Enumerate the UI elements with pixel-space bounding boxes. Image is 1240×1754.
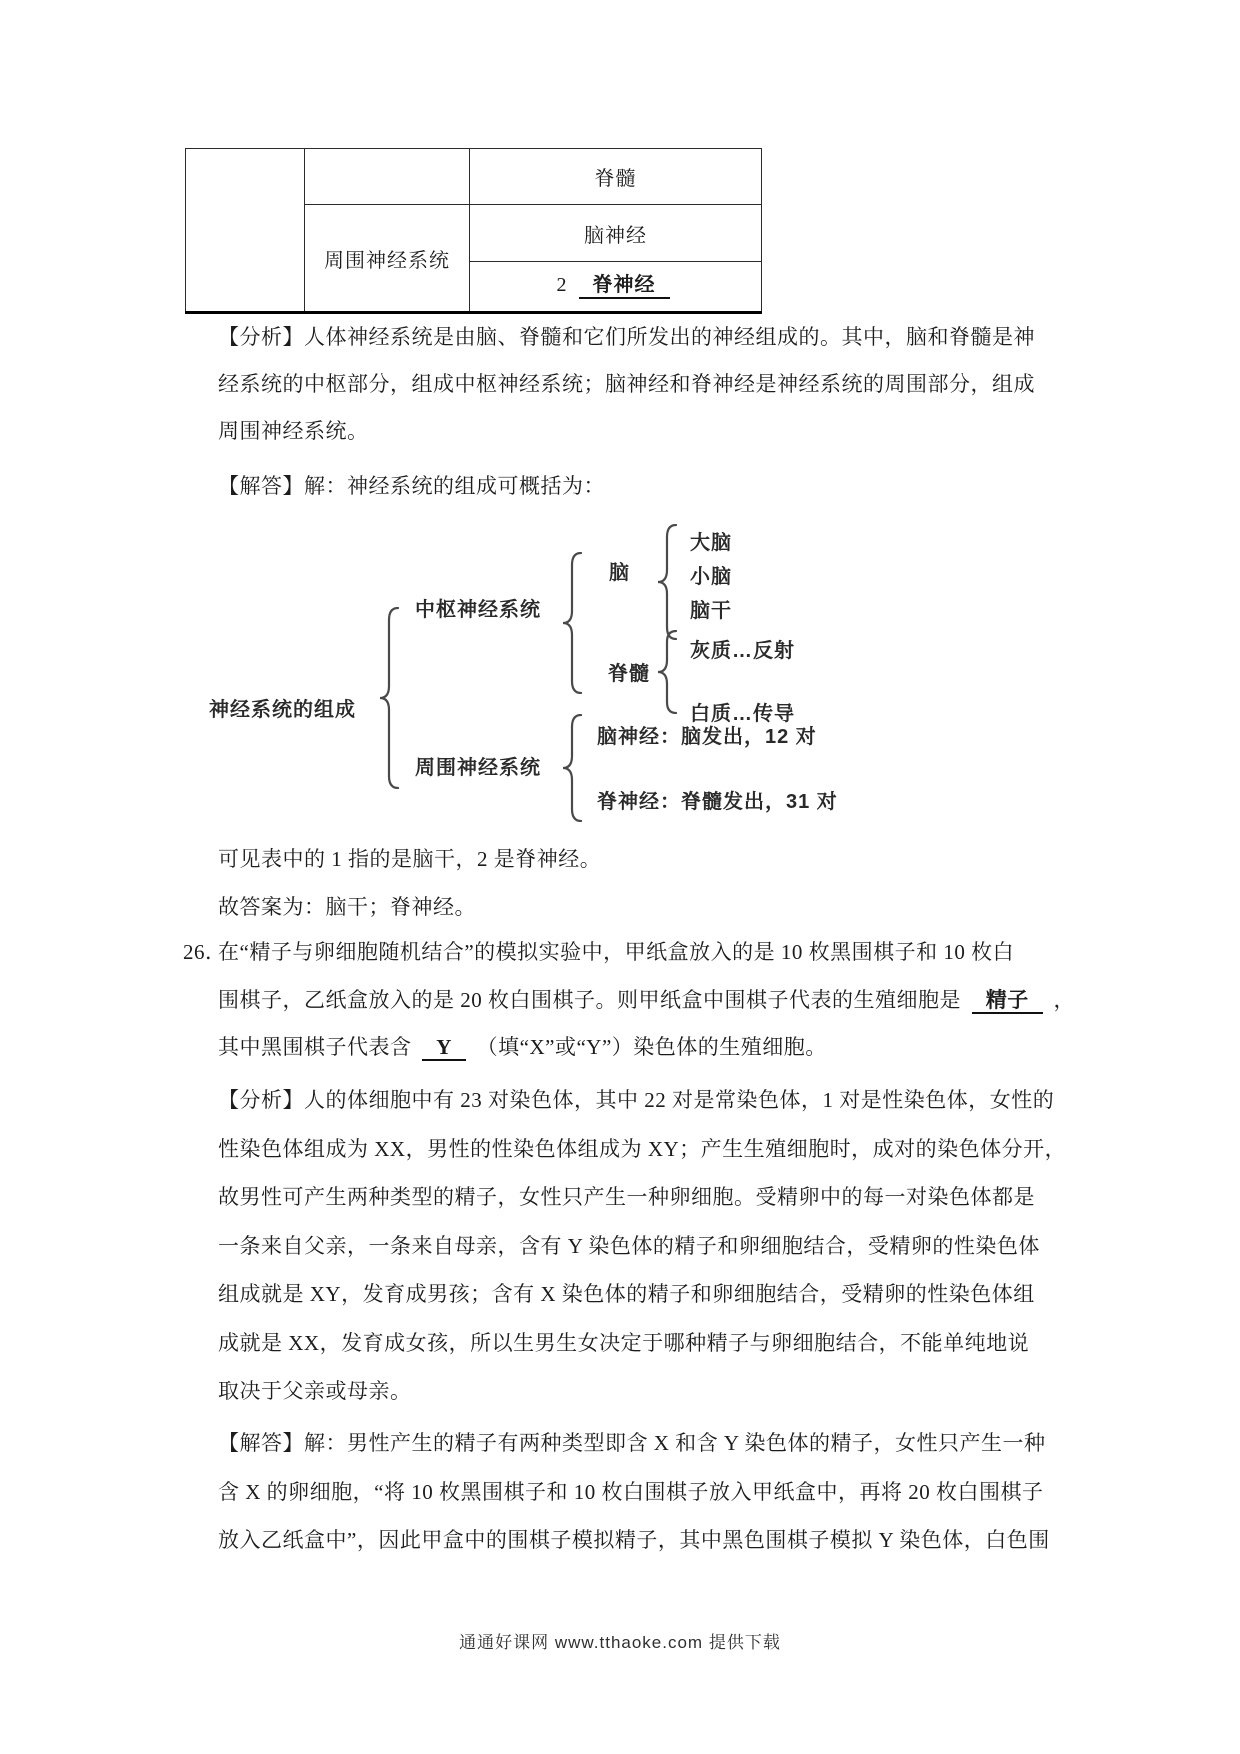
analysis-line: 成就是 XX，发育成女孩，所以生男生女决定于哪种精子与卵细胞结合，不能单纯地说 — [218, 1330, 1030, 1355]
answer-blank-y: Y — [422, 1035, 466, 1061]
diagram-gray-matter-label: 灰质…反射 — [690, 640, 795, 662]
table-cell-peripheral-system: 周围神经系统 — [305, 205, 470, 313]
table-cell-empty — [305, 149, 470, 205]
question-text: 其中黑围棋子代表含 — [218, 1035, 412, 1059]
answer-blank-sperm: 精子 — [972, 988, 1043, 1014]
answer-intro-line: 【解答】解：神经系统的组成可概括为： — [218, 474, 605, 498]
analysis-line: 【分析】人的体细胞中有 23 对染色体，其中 22 对是常染色体，1 对是性染色体，女性的 — [218, 1088, 1055, 1112]
answer-line: 含 X 的卵细胞，“将 10 枚黑围棋子和 10 枚白围棋子放入甲纸盒中，再将 20 枚白围棋子 — [218, 1479, 1044, 1504]
analysis-line: 组成就是 XY，发育成男孩；含有 X 染色体的精子和卵细胞结合，受精卵的性染色体组 — [218, 1282, 1035, 1306]
question-text: ， — [1053, 987, 1075, 1012]
brace-central — [561, 552, 583, 694]
conclusion-line: 故答案为：脑干；脊神经。 — [218, 895, 476, 919]
question-number: 26． — [183, 940, 227, 964]
q26-analysis-paragraph — [218, 1076, 1067, 1416]
table-cell-cranial-nerve: 脑神经 — [470, 205, 762, 262]
analysis-line: 【分析】人体神经系统是由脑、脊髓和它们所发出的神经组成的。其中，脑和脊髓是神 — [218, 325, 1035, 349]
diagram-spinal-nerve-label: 脊神经：脊髓发出，31 对 — [597, 791, 838, 813]
q25-analysis-paragraph — [218, 314, 1050, 455]
question-line: 在“精子与卵细胞随机结合”的模拟实验中，甲纸盒放入的是 10 枚黑围棋子和 10 枚白 — [218, 940, 1015, 964]
answer-line: 【解答】解：男性产生的精子有两种类型即含 X 和含 Y 染色体的精子，女性只产生一种 — [218, 1431, 1046, 1455]
question-line — [183, 977, 1075, 1025]
analysis-line: 经系统的中枢部分，组成中枢神经系统；脑神经和脊神经是神经系统的周围部分，组成 — [218, 372, 1035, 396]
question-text: （填“X”或“Y”）染色体的生殖细胞。 — [476, 1035, 827, 1059]
diagram-peripheral-label: 周围神经系统 — [415, 757, 541, 779]
q26-answer-paragraph — [218, 1419, 1050, 1565]
answer-line: 放入乙纸盒中”，因此甲盒中的围棋子模拟精子，其中黑色围棋子模拟 Y 染色体，白色围 — [218, 1528, 1050, 1552]
q25-conclusion — [218, 835, 1050, 931]
table-cell-empty-left — [186, 149, 305, 313]
table-answer-prefix: 2 — [556, 274, 568, 296]
brace-brain — [656, 524, 678, 640]
question-line — [183, 1024, 1050, 1072]
diagram-cranial-nerve-label: 脑神经：脑发出，12 对 — [597, 726, 817, 748]
analysis-line: 取决于父亲或母亲。 — [218, 1379, 412, 1403]
diagram-brain-label: 脑 — [609, 562, 630, 584]
analysis-line: 一条来自父亲，一条来自母亲，含有 Y 染色体的精子和卵细胞结合，受精卵的性染色体 — [218, 1233, 1040, 1258]
table-answer-blank: 脊神经 — [579, 274, 670, 299]
nervous-system-table — [185, 148, 762, 314]
conclusion-line: 可见表中的 1 指的是脑干，2 是脊神经。 — [218, 847, 602, 871]
analysis-line: 性染色体组成为 XX，男性的性染色体组成为 XY；产生生殖细胞时，成对的染色体分开， — [218, 1136, 1067, 1161]
diagram-central-label: 中枢神经系统 — [415, 599, 541, 621]
diagram-brainstem-label: 脑干 — [690, 600, 732, 622]
question-26 — [183, 929, 1075, 1072]
analysis-line: 故男性可产生两种类型的精子，女性只产生一种卵细胞。受精卵中的每一对染色体都是 — [218, 1185, 1035, 1209]
diagram-cerebrum-label: 大脑 — [690, 532, 732, 554]
brace-root — [378, 607, 400, 789]
diagram-spinal-label: 脊髓 — [608, 663, 650, 685]
brace-peripheral — [561, 714, 583, 822]
table-cell-spinal-cord: 脊髓 — [470, 149, 762, 205]
diagram-cerebellum-label: 小脑 — [690, 566, 732, 588]
brace-spinal — [656, 630, 678, 714]
question-text: 围棋子，乙纸盒放入的是 20 枚白围棋子。则甲纸盒中围棋子代表的生殖细胞是 — [218, 987, 961, 1012]
diagram-root-label: 神经系统的组成 — [209, 699, 356, 721]
diagram-white-matter-label: 白质…传导 — [690, 703, 795, 725]
q25-answer-intro — [218, 463, 1050, 510]
page-footer: 通通好课网 www.tthaoke.com 提供下载 — [459, 1633, 781, 1652]
analysis-line: 周围神经系统。 — [218, 419, 369, 443]
table-cell-answer-2 — [470, 262, 762, 313]
